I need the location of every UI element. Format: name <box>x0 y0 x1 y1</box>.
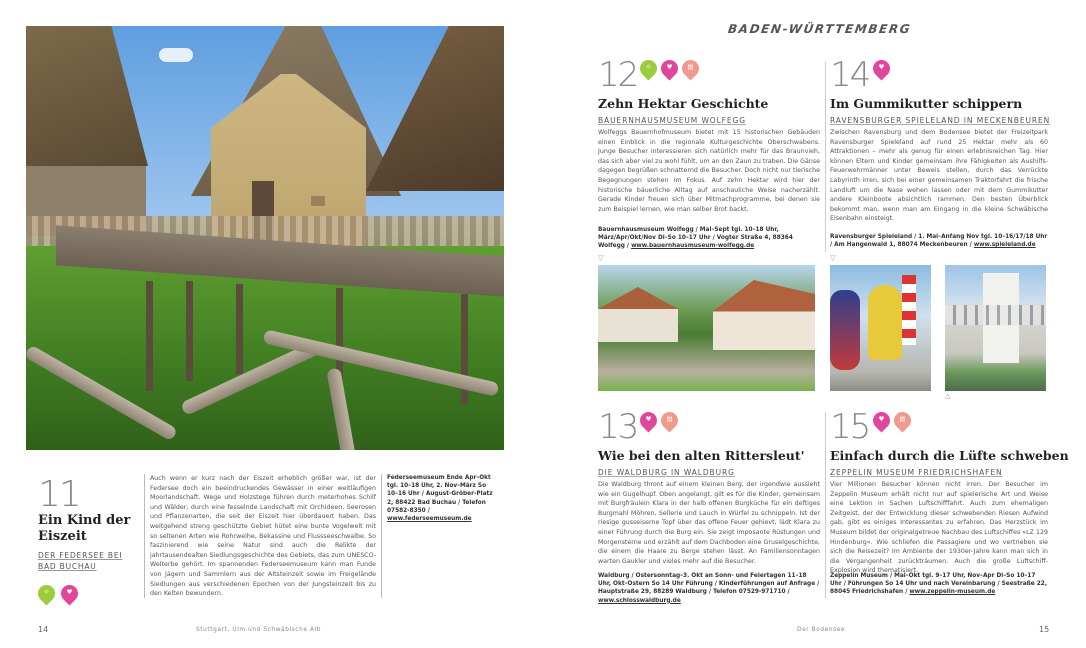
photo-pointer-up-icon: △ <box>945 392 951 400</box>
entry-number: 12 <box>598 55 638 95</box>
region-heading: BADEN-WÜRTTEMBERG <box>727 22 913 36</box>
category-pins <box>640 410 678 434</box>
culture-icon: ▤ <box>661 410 678 434</box>
running-head: Stuttgart, Ulm und Schwäbische Alb <box>196 627 322 633</box>
column-rule <box>144 474 145 598</box>
column-rule <box>381 474 382 598</box>
entry-number: 13 <box>598 407 638 447</box>
entry-number: 14 <box>830 55 870 95</box>
entry-title: Ein Kind der Eiszeit <box>38 513 131 544</box>
culture-icon: ▤ <box>682 58 699 82</box>
entry-body: Vier Millionen Besucher können nicht irren. Der Besucher im Zeppelin Museum erhält nicht nur auf spielerische Art und Weise eine Lektion in Sachen Luftschifffahrt. Auch zum ehemaligen Zeitgeist, der der Entwicklung dieser schwebenden Riesen Aufwind gab, gibt es einiges Interessantes zu erfahren. Das Herzstück im Museum bildet der originalgetreue Nachbau des Luftschiffes »LZ 129 Hindenburg«. Wie schliefen die Passagiere und wo vertrieben sie sich die Reisezeit? Im Ambiente der 1930er-Jahre kann man sich in die Vergangenheit zurückträumen. Auch die große Luftschiff-Explosion wird thematisiert. <box>830 481 1048 575</box>
photo-pointer-down-icon: ▽ <box>830 254 836 262</box>
hero-post <box>236 284 243 374</box>
right-page <box>543 0 1086 648</box>
outdoor-icon: ☼ <box>640 58 657 82</box>
entry-info <box>387 474 497 523</box>
website-link[interactable]: www.zeppelin-museum.de <box>909 589 996 596</box>
column-rule <box>825 62 826 252</box>
entry-subtitle: ZEPPELIN MUSEUM FRIEDRICHSHAFEN <box>830 468 1003 477</box>
entry-title: Wie bei den alten Rittersleut' <box>598 448 805 463</box>
entry-subtitle: DIE WALDBURG IN WALDBURG <box>598 468 735 477</box>
museum-windows <box>945 305 1046 325</box>
info-text: Zeppelin Museum / Mai–Okt tgl. 9–17 Uhr, Nov–Apr Di–So 10–17 Uhr / Führungen So 14 Uhr und nach Vereinbarung / Seestraße 22, 88045 Friedrichshafen / <box>830 573 1048 596</box>
category-pins <box>873 410 911 434</box>
half-timbered-house <box>713 280 815 350</box>
info-text: Ravensburger Spieleland / 1. Mai–Anfang Nov tgl. 10–16/17/18 Uhr / Am Hangenwald 1, 88074 Meckenbeuren / <box>830 234 1048 249</box>
entry-number: 11 <box>38 474 80 515</box>
website-link[interactable]: www.schlosswaldburg.de <box>598 597 681 604</box>
entry-title: Im Gummikutter schippern <box>830 96 1023 111</box>
website-link[interactable]: www.spieleland.de <box>973 242 1036 249</box>
photo-pointer-down-icon: ▽ <box>598 254 604 262</box>
family-icon: ♥ <box>873 410 890 434</box>
photo-spieleland <box>830 265 931 391</box>
running-head: Der Bodensee <box>797 627 846 633</box>
info-text: Bauernhausmuseum Wolfegg / Mai–Sept tgl. 10–18 Uhr, März/Apr/Okt/Nov Di–So 10–17 Uhr / Vogter Straße 4, 88364 Wolfegg / <box>598 227 793 250</box>
family-icon: ♥ <box>873 58 890 82</box>
page-number: 15 <box>1039 625 1050 634</box>
entry-title: Einfach durch die Lüfte schweben <box>830 448 1069 463</box>
family-icon: ♥ <box>661 58 678 82</box>
outdoor-icon: ☼ <box>38 583 55 607</box>
photo-bauernhausmuseum <box>598 265 815 391</box>
hero-photo-pile-dwellings <box>26 26 504 450</box>
hero-window <box>311 196 325 206</box>
website-link[interactable]: www.federseemuseum.de <box>387 516 472 523</box>
website-link[interactable]: www.bauernhausmuseum-wolfegg.de <box>631 243 755 250</box>
category-pins <box>640 58 699 82</box>
hero-post <box>186 281 193 381</box>
entry-body: Zwischen Ravensburg und dem Bodensee bietet der Freizeitpark Ravensburger Spieleland auf rund 25 Hektar mehr als 60 Attraktionen – mehr als genug für einen erlebnisreichen Tag. Hier können Eltern und Kinder gemeinsam ihre Fähigkeiten als Aushilfs-Feuerwehrmänner unter Beweis stellen, durch das Verrückte Labyrinth irren, sich bei einer gemeinsamen Traktorfahrt die frische Landluft um die Nase wehen lassen oder mit dem Gummikutter andere Kleinboote absichtlich rammen. Den besten Überblick bekommt man, wenn man am Eingang in die kleine Schwäbische Eisenbahn einsteigt. <box>830 129 1048 223</box>
hero-cloud <box>159 48 193 62</box>
entry-subtitle: RAVENSBURGER SPIELELAND IN MECKENBEUREN <box>830 116 1051 125</box>
family-icon: ♥ <box>61 583 78 607</box>
entry-info <box>598 572 820 605</box>
entry-number: 15 <box>830 407 870 447</box>
category-pins <box>38 583 78 607</box>
info-text: Waldburg / Ostersonntag–3. Okt an Sonn- und Feiertagen 11–18 Uhr, Okt–Ostern So 14 Uhr Führung / Kinderführungen auf Anfrage / Hauptstraße 29, 88289 Waldburg / Telefon 07529-971710 / <box>598 573 820 596</box>
entry-info <box>830 233 1048 249</box>
entry-body: Die Waldburg thront auf einem kleinen Berg, der irgendwie aussieht wie ein Gugelhupf. Oben angelangt, gilt es für die Kinder, gemeinsam mit Burgfräulein Klara in der halb offenen Burgküche für ein deftiges Burgmahl Möhren, Sellerie und Lauch in Würfel zu schnippeln. Ist der riesige gusseiserne Topf über das offene Feuer gehievt, lädt Klara zu einer Führung durch die Burg ein. Sie zeigt imposante Rüstungen und Morgensterne und erzählt auf dem Dachboden eine Gruselgeschichte, die einem die Haare zu Berge stehen lässt. An Familiensonntagen warten Gaukler und vieles mehr auf die Besucher. <box>598 481 820 565</box>
entry-subtitle: DER FEDERSEE BEI BAD BUCHAU <box>38 551 123 571</box>
entry-body: Auch wenn er kurz nach der Eiszeit erheblich größer war, ist der Federsee doch ein beeindruckendes Gewässer in einer weitläufigen Moorlandschaft. Wege und Holzstege führen durch meterhohes Schilf und Wälder, durch eine fesselnde Landschaft mit Orchideen, Seerosen und Pflanzenarten, die seit der Eiszeit hier überdauert haben. Das weitgehend streng geschützte Gebiet hütet eine bunte Vogelwelt mit so seltenen Arten wie Rohrweihe, Bekassine und Flussseeschwalbe. So faszinierend wie seine Natur sind auch die Relikte der jahrtausendealten Siedlungsgeschichte des Gebiets, das zum UNESCO-Welterbe gehört. Im spannenden Federseemuseum kann man Funde von Jägern und Sammlern aus der Altsteinzeit sowie im Freigelände Siedlungen aus verschiedenen Epochen von der Jungsteinzeit bis zu den Kelten bewundern. <box>150 475 376 598</box>
mascot-mouse <box>868 285 902 360</box>
family-icon: ♥ <box>640 410 657 434</box>
mascot-blue <box>830 290 860 370</box>
page-number: 14 <box>38 625 49 634</box>
photo-zeppelin-museum <box>945 265 1046 391</box>
lighthouse <box>902 275 916 345</box>
entry-info <box>598 226 820 251</box>
entry-body: Wolfeggs Bauernhofmuseum bietet mit 15 historischen Gebäuden einen Einblick in die regionale Kulturgeschichte Oberschwabens. Junge Besucher interessieren sich natürlich mehr für das Braunvieh, das sich aber viel zu wohl fühlt, um an den Zaun zu traben. Die Gänse dagegen begrüßen schnatternd die Besucher. Doch nicht nur tierische Begegnungen stehen im Fokus. Auf zehn Hektar wird hier der historische bäuerliche Alltag auf anschauliche Weise nacherzählt. Gerade Kinder freuen sich über Mitmachprogramme, bei denen sie zum Beispiel lernen, wie man selber Brot backt. <box>598 129 820 213</box>
column-rule <box>825 412 826 598</box>
hero-post <box>146 281 153 391</box>
entry-title: Zehn Hektar Geschichte <box>598 96 769 111</box>
info-text: Federseemuseum Ende Apr–Okt tgl. 10–18 Uhr, 2. Nov–März So 10–16 Uhr / August-Gröber-Platz 2, 88422 Bad Buchau / Telefon 07582-8350 / <box>387 475 493 514</box>
half-timbered-house <box>598 287 678 342</box>
entry-info <box>830 572 1048 597</box>
entry-subtitle: BAUERNHAUSMUSEUM WOLFEGG <box>598 116 746 125</box>
category-pins <box>873 58 890 82</box>
culture-icon: ▤ <box>894 410 911 434</box>
